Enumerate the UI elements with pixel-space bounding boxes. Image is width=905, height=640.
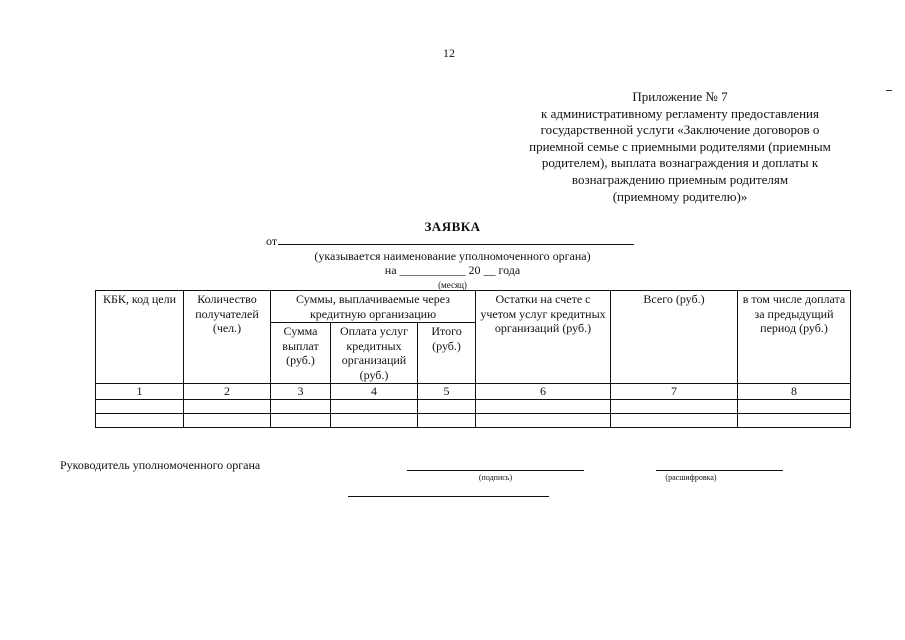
table-cell bbox=[184, 413, 271, 427]
header-total: Всего (руб.) bbox=[611, 291, 738, 384]
appendix-line: Приложение № 7 bbox=[632, 89, 728, 104]
header-incl-prev: в том числе доплата за предыдущий период (руб.) bbox=[738, 291, 851, 384]
header-kbk: КБК, код цели bbox=[96, 291, 184, 384]
column-number: 4 bbox=[331, 384, 418, 400]
table-row bbox=[96, 413, 851, 427]
table-cell bbox=[476, 413, 611, 427]
organization-hint: (указывается наименование уполномоченного органа) bbox=[314, 249, 591, 263]
bottom-line bbox=[348, 496, 549, 497]
request-table bbox=[95, 290, 851, 428]
signer-position: Руководитель уполномоченного органа bbox=[60, 458, 261, 472]
table-cell bbox=[738, 399, 851, 413]
page-number: 12 bbox=[443, 46, 455, 60]
header-total-sub: Итого (руб.) bbox=[418, 323, 476, 384]
scan-mark bbox=[886, 90, 892, 91]
header-bank-fees: Оплата услуг кредитных организаций (руб.) bbox=[331, 323, 418, 384]
month-hint: (месяц) bbox=[438, 280, 467, 290]
appendix-line: вознаграждению приемным родителям bbox=[571, 171, 789, 187]
appendix-line: к административному регламенту предоставления bbox=[541, 105, 819, 121]
form-title: ЗАЯВКА bbox=[424, 219, 481, 234]
column-number: 6 bbox=[476, 384, 611, 400]
appendix-line: родителем), выплата вознаграждения и доплаты к bbox=[541, 155, 819, 171]
appendix-line: приемной семье с приемными родителями (приемным bbox=[529, 138, 831, 154]
from-label: от bbox=[266, 234, 278, 248]
date-line: на ___________ 20 __ года bbox=[384, 263, 521, 277]
table-cell bbox=[271, 413, 331, 427]
from-line bbox=[266, 234, 634, 249]
table-cell bbox=[418, 413, 476, 427]
table-cell bbox=[331, 399, 418, 413]
table-cell bbox=[418, 399, 476, 413]
signature-line bbox=[407, 470, 584, 471]
column-number: 3 bbox=[271, 384, 331, 400]
table-row bbox=[96, 399, 851, 413]
appendix-line: (приемному родителю)» bbox=[612, 188, 748, 204]
decoding-line bbox=[656, 470, 783, 471]
table-cell bbox=[331, 413, 418, 427]
column-number: 2 bbox=[184, 384, 271, 400]
table-cell bbox=[96, 399, 184, 413]
column-number: 7 bbox=[611, 384, 738, 400]
column-number: 5 bbox=[418, 384, 476, 400]
column-number: 1 bbox=[96, 384, 184, 400]
table-cell bbox=[738, 413, 851, 427]
appendix-header bbox=[505, 89, 855, 205]
table-cell bbox=[271, 399, 331, 413]
header-recipients: Количество получателей (чел.) bbox=[184, 291, 271, 384]
appendix-line: государственной услуги «Заключение договоров о bbox=[540, 122, 820, 138]
header-sum-payments: Сумма выплат (руб.) bbox=[271, 323, 331, 384]
header-sums-group: Суммы, выплачиваемые через кредитную организацию bbox=[271, 291, 476, 323]
table-cell bbox=[96, 413, 184, 427]
table-cell bbox=[611, 413, 738, 427]
header-balance: Остатки на счете с учетом услуг кредитных организаций (руб.) bbox=[476, 291, 611, 384]
decoding-hint: (расшифровка) bbox=[665, 473, 717, 482]
table-cell bbox=[611, 399, 738, 413]
signature-hint: (подпись) bbox=[478, 473, 513, 482]
column-number: 8 bbox=[738, 384, 851, 400]
organization-blank bbox=[278, 234, 634, 245]
table-cell bbox=[476, 399, 611, 413]
table-cell bbox=[184, 399, 271, 413]
